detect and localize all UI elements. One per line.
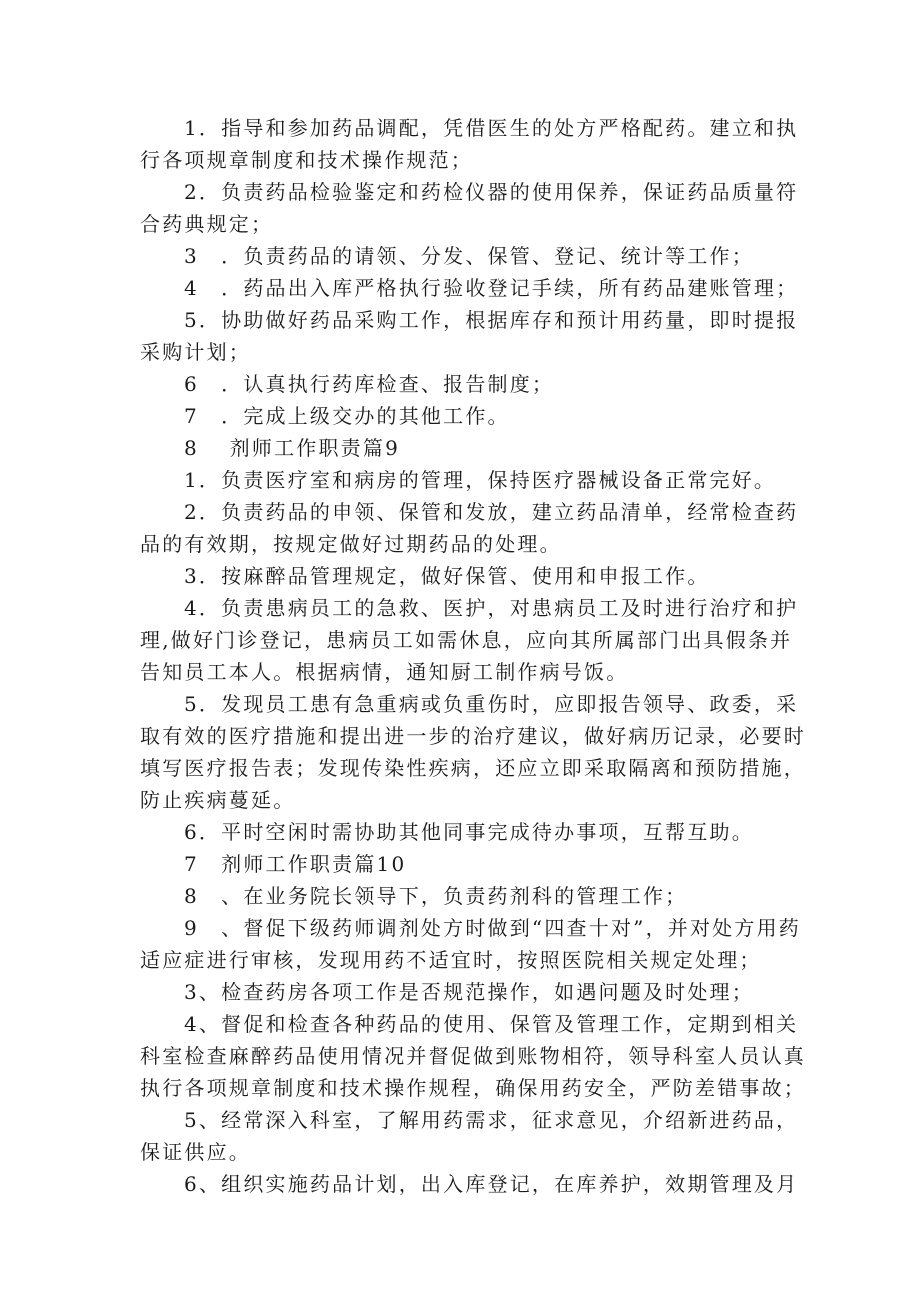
text-line: 9 、督促下级药师调剂处方时做到“四查十对”，并对处方用药	[184, 916, 801, 940]
text-line: 保证供应。	[140, 1140, 251, 1164]
text-line: 适应症进行审核，发现用药不适宜时，按照医院相关规定处理；	[140, 948, 762, 972]
text-line: 2．负责药品的申领、保管和发放，建立药品清单，经常检查药	[184, 500, 799, 524]
text-line: 1．负责医疗室和病房的管理，保持医疗器械设备正常完好。	[184, 468, 777, 492]
text-line: 告知员工本人。根据病情，通知厨工制作病号饭。	[140, 660, 629, 684]
document-page	[140, 112, 806, 1200]
text-line: 采购计划；	[140, 340, 251, 364]
text-line: 3 ．负责药品的请领、分发、保管、登记、统计等工作；	[184, 244, 754, 268]
text-line: 8 、在业务院长领导下，负责药剂科的管理工作；	[184, 884, 688, 908]
text-line: 3、检查药房各项工作是否规范操作，如遇问题及时处理；	[184, 980, 754, 1004]
text-line: 4．负责患病员工的急救、医护，对患病员工及时进行治疗和护	[184, 596, 799, 620]
text-line: 6 ．认真执行药库检查、报告制度；	[184, 372, 555, 396]
text-line: 5．发现员工患有急重病或负重伤时，应即报告领导、政委，采	[184, 692, 799, 716]
text-line: 4、督促和检查各种药品的使用、保管及管理工作，定期到相关	[184, 1012, 799, 1036]
text-line: 6、组织实施药品计划，出入库登记，在库养护，效期管理及月	[184, 1172, 799, 1196]
text-line: 2．负责药品检验鉴定和药检仪器的使用保养，保证药品质量符	[184, 180, 799, 204]
text-line: 理,做好门诊登记，患病员工如需休息，应向其所属部门出具假条并	[140, 628, 793, 652]
text-line: 4 ．药品出入库严格执行验收登记手续，所有药品建账管理；	[184, 276, 799, 300]
text-line: 合药典规定；	[140, 212, 274, 236]
text-line: 科室检查麻醉药品使用情况并督促做到账物相符，领导科室人员认真	[140, 1044, 806, 1068]
text-line: 7 剂师工作职责篇10	[184, 852, 407, 876]
text-line: 8 剂师工作职责篇9	[184, 436, 401, 460]
text-line: 6．平时空闲时需协助其他同事完成待办事项，互帮互助。	[184, 820, 754, 844]
text-line: 执行各项规章制度和技术操作规程，确保用药安全，严防差错事故；	[140, 1076, 806, 1100]
text-line: 5、经常深入科室，了解用药需求，征求意见，介绍新进药品，	[184, 1108, 799, 1132]
text-line: 防止疾病蔓延。	[140, 788, 296, 812]
text-line: 1．指导和参加药品调配，凭借医生的处方严格配药。建立和执	[184, 116, 799, 140]
text-line: 3．按麻醉品管理规定，做好保管、使用和申报工作。	[184, 564, 710, 588]
text-line: 7 ．完成上级交办的其他工作。	[184, 404, 510, 428]
text-line: 5．协助做好药品采购工作，根据库存和预计用药量，即时提报	[184, 308, 799, 332]
text-line: 填写医疗报告表；发现传染性疾病，还应立即采取隔离和预防措施，	[140, 756, 806, 780]
text-line: 取有效的医疗措施和提出进一步的治疗建议，做好病历记录，必要时	[140, 724, 806, 748]
text-line: 品的有效期，按规定做好过期药品的处理。	[140, 532, 562, 556]
text-line: 行各项规章制度和技术操作规范；	[140, 148, 473, 172]
